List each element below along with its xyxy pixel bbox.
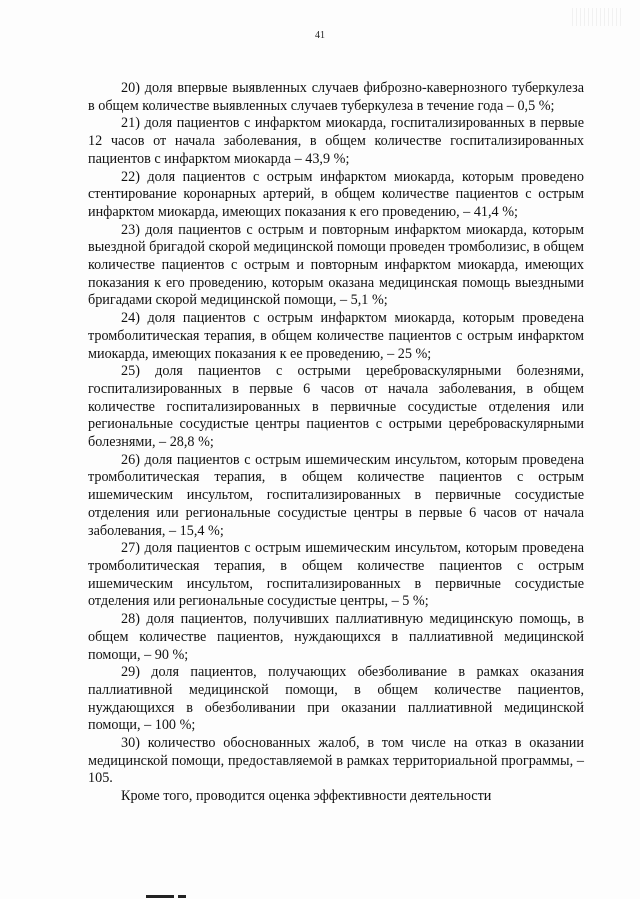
scan-artifact <box>572 8 622 26</box>
page-number: 41 <box>315 30 325 41</box>
paragraph-item-22: 22) доля пациентов с острым инфарктом миокарда, которым проведено стентирование коронарных артерий, в общем количестве пациентов с острым инфарктом миокарда, имеющих показания к его проведению, – 41,4 %; <box>88 168 584 220</box>
paragraph-continuation: Кроме того, проводится оценка эффективности деятельности <box>121 788 492 805</box>
scan-artifact-bottom <box>0 893 640 899</box>
paragraph-item-28: 28) доля пациентов, получивших паллиативную медицинскую помощь, в общем количестве пациентов, нуждающихся в паллиативной медицинской помощи, – 90 %; <box>88 611 584 663</box>
paragraph-item-29: 29) доля пациентов, получающих обезболивание в рамках оказания паллиативной медицинской помощи, в общем количестве пациентов, нуждающихся в обезболивании при оказании паллиативной медицинской помощи, – 100 %; <box>88 664 584 734</box>
paragraph-item-20: 20) доля впервые выявленных случаев фиброзно-кавернозного туберкулеза в общем количестве выявленных случаев туберкулеза в течение года – 0,5 %; <box>88 80 584 114</box>
document-body <box>88 80 584 806</box>
paragraph-item-27: 27) доля пациентов с острым ишемическим инсультом, которым проведена тромболитическая терапия, в общем количестве пациентов с острым ишемическим инсультом, госпитализированных в первичные сосудистые отделения или региональные сосудистые центры, – 5 %; <box>88 540 584 610</box>
paragraph-item-21: 21) доля пациентов с инфарктом миокарда, госпитализированных в первые 12 часов от начала заболевания, в общем количестве госпитализированных пациентов с инфарктом миокарда – 43,9 %; <box>88 115 584 167</box>
paragraph-item-30: 30) количество обоснованных жалоб, в том числе на отказ в оказании медицинской помощи, предоставляемой в рамках территориальной программы, – 105. <box>88 735 584 787</box>
paragraph-item-25: 25) доля пациентов с острыми цереброваскулярными болезнями, госпитализированных в первые 6 часов от начала заболевания, в общем количестве госпитализированных в первичные сосудистые отделения или региональные сосудистые центры пациентов с острыми цереброваскулярными болезнями, – 28,8 %; <box>88 363 584 451</box>
paragraph-item-23: 23) доля пациентов с острым и повторным инфарктом миокарда, которым выездной бригадой скорой медицинской помощи проведен тромболизис, в общем количестве пациентов с острым и повторным инфарктом миокарда, имеющих показания к его проведению, которым оказана медицинская помощь выездными бригадами скорой медицинской помощи, – 5,1 %; <box>88 221 584 309</box>
paragraph-item-24: 24) доля пациентов с острым инфарктом миокарда, которым проведена тромболитическая терапия, в общем количестве пациентов с острым инфарктом миокарда, имеющих показания к ее проведению, – 25 %; <box>88 310 584 362</box>
paragraph-item-26: 26) доля пациентов с острым ишемическим инсультом, которым проведена тромболитическая терапия, в общем количестве пациентов с острым ишемическим инсультом, госпитализированных в первичные сосудистые отделения или региональные сосудистые центры в первые 6 часов от начала заболевания, – 15,4 %; <box>88 451 584 539</box>
